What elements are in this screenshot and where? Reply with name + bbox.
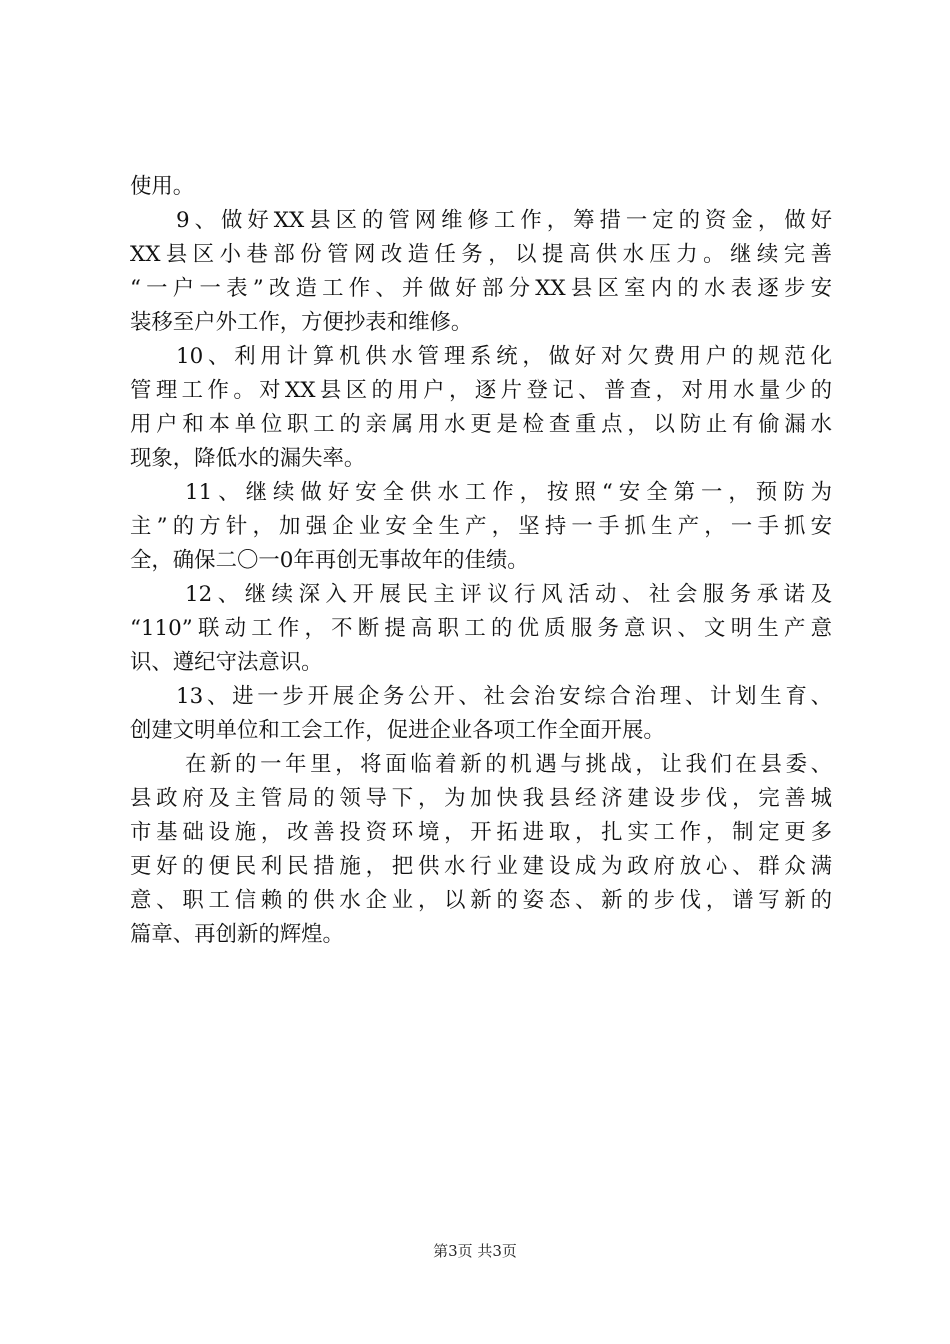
paragraph-item-9-line-1: 9、做好XX县区的管网维修工作，筹措一定的资金，做好	[176, 208, 832, 233]
text-line: 意、职工信赖的供水企业，以新的姿态、新的步伐，谱写新的	[130, 888, 832, 913]
text-line: XX县区小巷部份管网改造任务，以提高供水压力。继续完善	[130, 242, 832, 267]
text-line: 篇章、再创新的辉煌。	[130, 922, 344, 947]
text-line: 市基础设施，改善投资环境，开拓进取，扎实工作，制定更多	[130, 820, 832, 845]
text-line: “一户一表”改造工作、并做好部分XX县区室内的水表逐步安	[130, 276, 832, 301]
paragraph-item-11-line-1: 11、继续做好安全供水工作，按照“安全第一，预防为	[185, 480, 832, 505]
text-line: 全，确保二〇一0年再创无事故年的佳绩。	[130, 548, 529, 573]
text-line: 创建文明单位和工会工作，促进企业各项工作全面开展。	[130, 718, 665, 743]
paragraph-item-13-line-1: 13、进一步开展企务公开、社会治安综合治理、计划生育、	[176, 684, 832, 709]
text-line: 更好的便民利民措施，把供水行业建设成为政府放心、群众满	[130, 854, 832, 879]
text-line: 装移至户外工作，方便抄表和维修。	[130, 310, 473, 335]
paragraph-item-12-line-1: 12、继续深入开展民主评议行风活动、社会服务承诺及	[185, 582, 832, 607]
text-line: 用户和本单位职工的亲属用水更是检查重点，以防止有偷漏水	[130, 412, 832, 437]
text-line: 现象，降低水的漏失率。	[130, 446, 366, 471]
text-line: 使用。	[130, 174, 195, 199]
page-footer	[0, 1240, 950, 1261]
page-number-label: 第3页 共3页	[433, 1242, 517, 1260]
text-line: 管理工作。对XX县区的用户，逐片登记、普查，对用水量少的	[130, 378, 832, 403]
text-line: “110”联动工作，不断提高职工的优质服务意识、文明生产意	[130, 616, 832, 641]
document-body	[130, 170, 832, 952]
paragraph-item-10-line-1: 10、利用计算机供水管理系统，做好对欠费用户的规范化	[176, 344, 832, 369]
text-line: 主”的方针，加强企业安全生产，坚持一手抓生产，一手抓安	[130, 514, 832, 539]
text-line: 县政府及主管局的领导下，为加快我县经济建设步伐，完善城	[130, 786, 832, 811]
paragraph-closing-line-1: 在新的一年里，将面临着新的机遇与挑战，让我们在县委、	[185, 752, 832, 777]
text-line: 识、遵纪守法意识。	[130, 650, 323, 675]
